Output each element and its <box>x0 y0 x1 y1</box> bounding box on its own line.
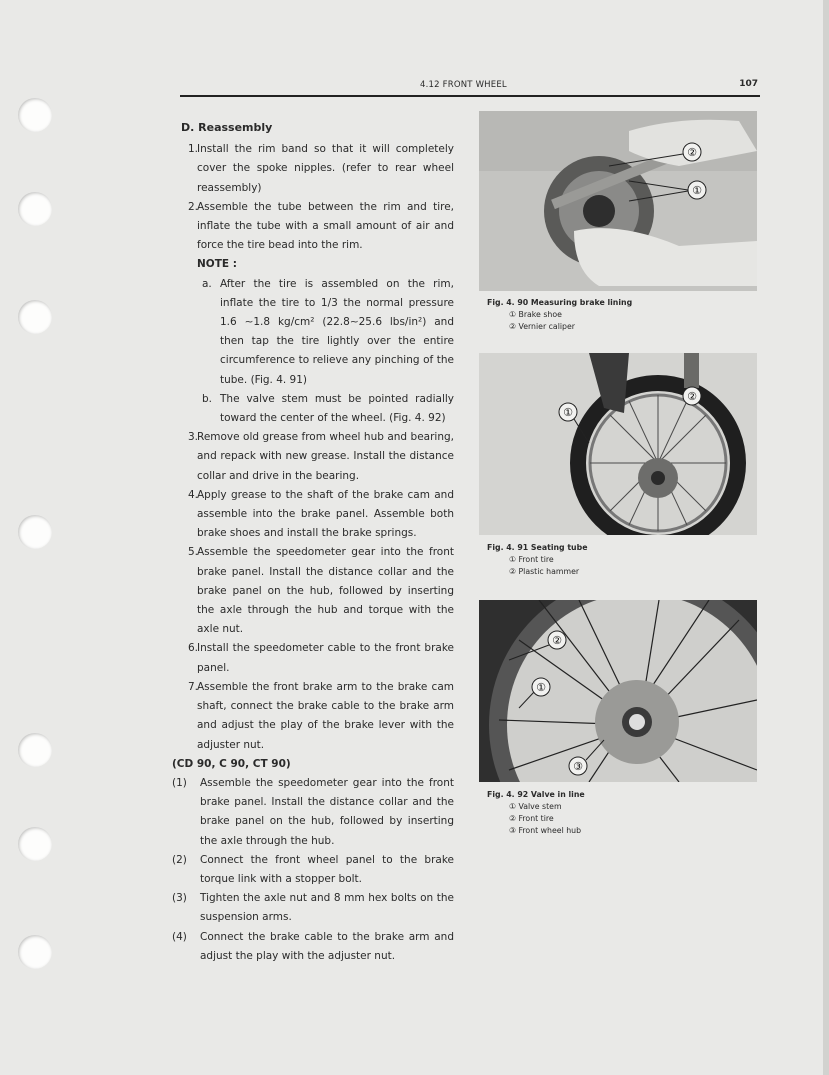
binder-hole <box>18 827 52 861</box>
step: 2. Assemble the tube between the rim and tire, inflate the tube with a small amount of air and force the tire bead into the rim. <box>188 200 454 252</box>
binder-hole <box>18 192 52 226</box>
callout: ① <box>563 406 573 419</box>
step: 6. Install the speedometer cable to the front brake panel. <box>188 642 454 674</box>
page-number: 107 <box>739 79 758 89</box>
callout: ① <box>692 184 702 197</box>
step: 1. Install the rim band so that it will completely cover the spoke nipples. (refer to rear wheel reassembly) <box>188 143 454 194</box>
section-title: 4.12 FRONT WHEEL <box>420 80 507 90</box>
caption-fig-4-92: Fig. 4. 92 Valve in line ① Valve stem ② Front tire ③ Front wheel hub <box>487 790 585 835</box>
callout: ② <box>687 390 697 403</box>
callout: ② <box>687 146 697 159</box>
binder-hole <box>18 300 52 334</box>
note-item: a. After the tire is assembled on the rim, inflate the tire to 1/3 the normal pressure 1.6 ∼1.8 kg/cm² (22.8∼25.6 lbs/in²) and then tap the tire lightly over the entire circumference to relieve any pinching of the tube. (Fig. 4. 91) <box>202 277 454 386</box>
figure-seating-tube <box>479 353 757 535</box>
note-item: b. The valve stem must be pointed radially toward the center of the wheel. (Fig. 4. 92) <box>202 392 454 425</box>
model-step: (2) Connect the front wheel panel to the brake torque link with a stopper bolt. <box>172 853 454 885</box>
step: 5. Assemble the speedometer gear into the front brake panel. Install the distance collar and the brake panel on the hub, followed by inserting the axle through the hub and torque with the axle nut. <box>188 546 454 636</box>
figure-measuring-brake-lining <box>479 111 757 291</box>
step: 3. Remove old grease from wheel hub and bearing, and repack with new grease. Install the distance collar and drive in the bearing. <box>188 431 454 482</box>
step: 7. Assemble the front brake arm to the brake cam shaft, connect the brake cable to the brake arm and adjust the play of the brake lever with the adjuster nut. <box>188 680 454 751</box>
note-label: NOTE : <box>197 258 237 271</box>
reassembly-text <box>172 118 454 966</box>
binder-hole <box>18 935 52 969</box>
step: 4. Apply grease to the shaft of the brake cam and assemble into the brake panel. Assemble both brake shoes and install the brake springs. <box>188 488 454 540</box>
callout: ② <box>552 634 562 647</box>
model-step: (1) Assemble the speedometer gear into the front brake panel. Install the distance collar and the brake panel on the hub, followed by inserting the axle through the hub. <box>172 776 454 847</box>
model-heading: (CD 90, C 90, CT 90) <box>172 757 291 770</box>
binder-hole <box>18 98 52 132</box>
callout: ③ <box>573 760 583 773</box>
page-header <box>180 80 760 96</box>
caption-fig-4-91: Fig. 4. 91 Seating tube ① Front tire ② Plastic hammer <box>487 543 588 576</box>
section-heading: D. Reassembly <box>181 121 273 134</box>
model-step: (3) Tighten the axle nut and 8 mm hex bolts on the suspension arms. <box>172 892 454 924</box>
model-step: (4) Connect the brake cable to the brake arm and adjust the play with the adjuster nut. <box>172 930 454 962</box>
callout: ① <box>536 681 546 694</box>
page-edge <box>823 0 829 1075</box>
header-rule <box>180 95 760 97</box>
binder-hole <box>18 515 52 549</box>
figure-valve-in-line <box>479 600 757 782</box>
binder-hole <box>18 733 52 767</box>
caption-fig-4-90: Fig. 4. 90 Measuring brake lining ① Brake shoe ② Vernier caliper <box>487 298 633 331</box>
